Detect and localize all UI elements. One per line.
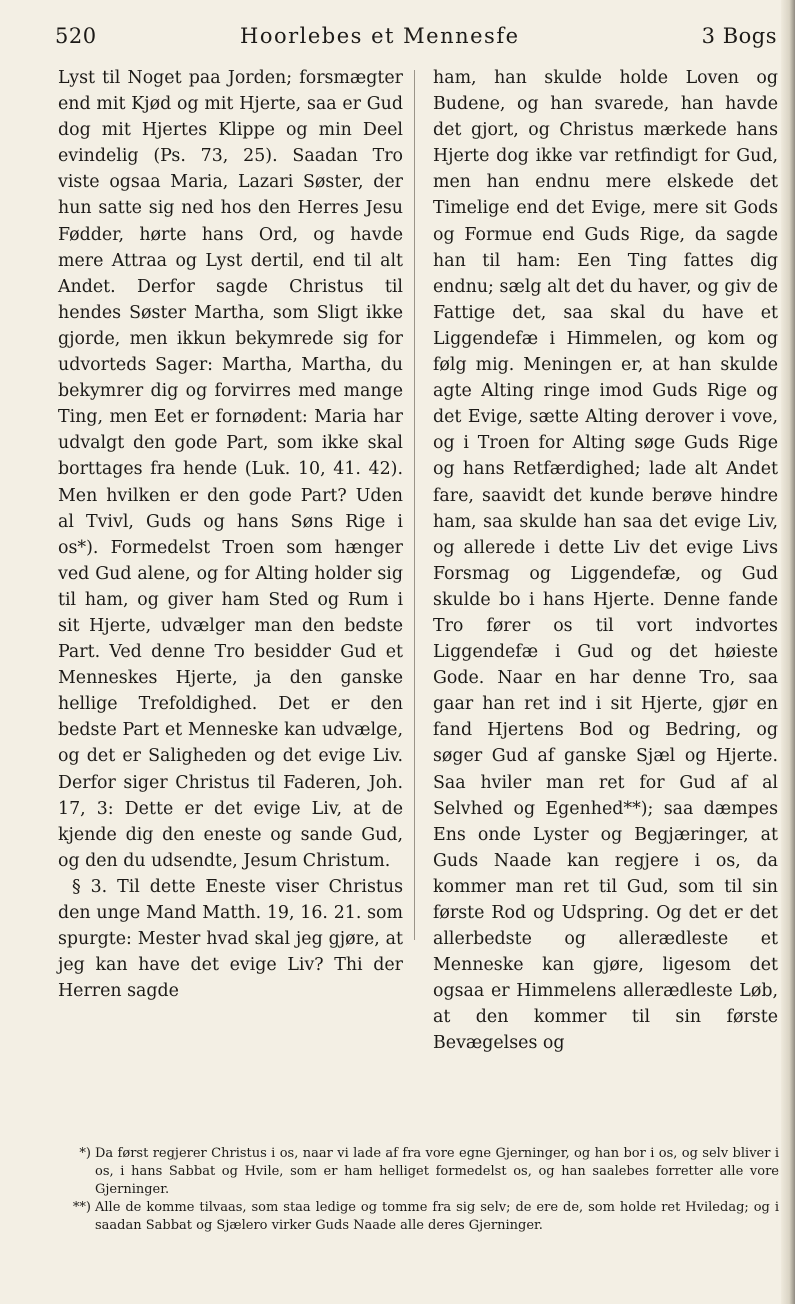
footnote-text: Alle de komme tilvaas, som staa ledige og tomme fra sig selv; de ere de, som holde ret Hviledag; og i saadan Sabbat og Sjælero virker Guds Naade alle deres Gjerninger. [95,1200,779,1233]
left-column [58,65,403,1004]
footnote-text: Da først regjerer Christus i os, naar vi lade af fra vore egne Gjerninger, og han bor i os, og selv bliver i os, i hans Sabbat og Hvile, som er ham helliget formedelst os, og han saalebes forretter alle vore Gjerninger. [95,1146,779,1197]
footnote-mark: **) [72,1200,91,1215]
running-title: Hoorlebes et Mennesfe [240,24,520,48]
left-paragraph-1: Lyst til Noget paa Jorden; forsmægter end mit Kjød og mit Hjerte, saa er Gud dog mit Hjertes Klippe og min Deel evindelig (Ps. 73, 25). Saadan Tro viste ogsaa Maria, Lazari Søster, der hun satte sig ned hos den Herres Jesu Fødder, hørte hans Ord, og havde mere Attraa og Lyst dertil, end til alt Andet. Derfor sagde Christus til hendes Søster Martha, som Sligt ikke gjorde, men ikkun bekymrede sig for udvorteds Sager: Martha, Martha, du bekymrer dig og forvirres med mange Ting, men Eet er fornødent: Maria har udvalgt den gode Part, som ikke skal borttages fra hende (Luk. 10, 41. 42). Men hvilken er den gode Part? Uden al Tvivl, Guds og hans Søns Rige i os*). Formedelst Troen som hænger ved Gud alene, og for Alting holder sig til ham, og giver ham Sted og Rum i sit Hjerte, udvælger man den bedste Part. Ved denne Tro besidder Gud et Menneskes Hjerte, ja den ganske hellige Trefoldighed. Det er den bedste Part et Menneske kan udvælge, og det er Saligheden og det evige Liv. Derfor siger Christus til Faderen, Joh. 17, 3: Dette er det evige Liv, at de kjende dig den eneste og sande Gud, og den du udsendte, Jesum Christum. [58,68,403,871]
page-edge-shadow [781,0,795,1304]
footnote-mark: *) [79,1146,91,1161]
footnote [55,1199,779,1235]
book-signature: 3 Bogs [701,24,777,48]
footnotes [55,1145,779,1235]
column-divider [414,70,415,940]
right-column [433,65,778,1057]
footnote [55,1145,779,1199]
left-paragraph-2: § 3. Til dette Eneste viser Christus den unge Mand Matth. 19, 16. 21. som spurgte: Mester hvad skal jeg gjøre, at jeg kan have det evige Liv? Thi der Herren sagde [58,876,403,1002]
running-head [55,20,777,56]
right-paragraph-1: ham, han skulde holde Loven og Budene, og han svarede, han havde det gjort, og Christus mærkede hans Hjerte dog ikke var retfindigt for Gud, men han endnu mere elskede det Timelige end det Evige, mere sit Gods og Formue end Guds Rige, da sagde han til ham: Een Ting fattes dig endnu; sælg alt det du haver, og giv de Fattige det, saa skal du have et Liggendefæ i Himmelen, og kom og følg mig. Meningen er, at han skulde agte Alting ringe imod Guds Rige og det Evige, sætte Alting derover i vove, og i Troen for Alting søge Guds Rige og hans Retfærdighed; lade alt Andet fare, saavidt det kunde berøve hindre ham, saa skulde han saa det evige Liv, og allerede i dette Liv det evige Livs Forsmag og Liggendefæ, og Gud skulde bo i hans Hjerte. Denne fande Tro fører os til vort indvortes Liggendefæ i Gud og det høieste Gode. Naar en har denne Tro, saa gaar han ret ind i sit Hjerte, gjør en fand Hjertens Bod og Bedring, og søger Gud af ganske Sjæl og Hjerte. Saa hviler man ret for Gud af al Selvhed og Egenhed**); saa dæmpes Ens onde Lyster og Begjæringer, at Guds Naade kan regjere i os, da kommer man ret til Gud, som til sin første Rod og Udspring. Og det er det allerbedste og allerædleste et Menneske kan gjøre, ligesom det ogsaa er Himmelens allerædleste Løb, at den kommer til sin første Bevægelses og [433,68,778,1054]
page-number: 520 [55,24,97,48]
